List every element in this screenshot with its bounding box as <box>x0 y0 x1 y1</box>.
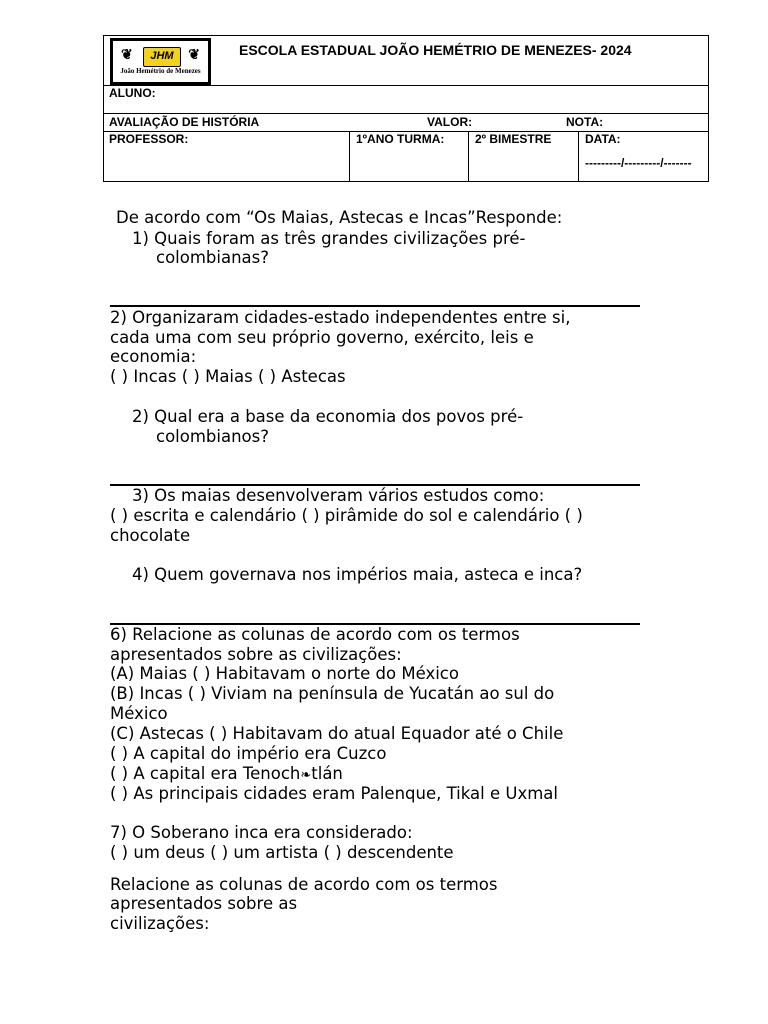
question-4-line-2: ( ) escrita e calendário ( ) pirâmide do sol e calendário ( ) <box>110 506 583 525</box>
data-label: DATA: <box>585 132 621 146</box>
question-8-line-1: Relacione as colunas de acordo com os termos <box>110 875 498 894</box>
question-6-line-8 <box>110 764 343 783</box>
question-4-line-1: 3) Os maias desenvolveram vários estudos como: <box>132 486 545 505</box>
divider <box>468 132 469 182</box>
school-logo <box>110 38 211 85</box>
header-table <box>103 35 709 182</box>
intro-text: De acordo com “Os Maias, Astecas e Incas”Responde: <box>116 208 563 227</box>
data-blank: ---------/---------/------- <box>585 156 692 170</box>
laurel-left-icon: ❦ <box>121 46 133 62</box>
bimestre-label: 2º BIMESTRE <box>475 132 552 146</box>
question-6-line-5: México <box>110 704 168 723</box>
valor-label: VALOR: <box>427 115 473 129</box>
question-6-line-8-tail: tlán <box>311 764 343 783</box>
question-6-line-7: ( ) A capital do império era Cuzco <box>110 744 387 763</box>
question-8-line-3: civilizações: <box>110 914 210 933</box>
question-6-line-2: apresentados sobre as civilizações: <box>110 645 402 664</box>
question-6-line-4: (B) Incas ( ) Viviam na península de Yucatán ao sul do <box>110 684 555 703</box>
logo-name: João Hemétrio de Menezes <box>120 67 201 75</box>
nota-label: NOTA: <box>566 115 604 129</box>
logo-badge: JHM <box>143 47 181 67</box>
question-1-line-2: colombianas? <box>156 248 270 267</box>
question-6-line-9: ( ) As principais cidades eram Palenque, Tikal e Uxmal <box>110 784 558 803</box>
question-2-line-2: cada uma com seu próprio governo, exército, leis e <box>110 328 534 347</box>
school-name: ESCOLA ESTADUAL JOÃO HEMÉTRIO DE MENEZES- 2024 <box>239 42 632 58</box>
laurel-right-icon: ❦ <box>188 46 200 62</box>
question-6-line-1: 6) Relacione as colunas de acordo com os termos <box>110 625 520 644</box>
avaliacao-label: AVALIAÇÃO DE HISTÓRIA <box>109 115 260 129</box>
question-7-line-2: ( ) um deus ( ) um artista ( ) descendente <box>110 843 454 862</box>
aluno-label: ALUNO: <box>109 86 156 100</box>
question-3-line-2: colombianos? <box>156 427 269 446</box>
divider <box>578 132 579 182</box>
question-6-line-8-text: ( ) A capital era Tenoch <box>110 764 301 783</box>
question-8-line-2: apresentados sobre as <box>110 894 298 913</box>
question-6-line-3: (A) Maias ( ) Habitavam o norte do México <box>110 664 459 683</box>
divider <box>349 132 350 182</box>
question-2-line-3: economia: <box>110 347 197 366</box>
question-2-options: ( ) Incas ( ) Maias ( ) Astecas <box>110 367 346 386</box>
header-row-professor <box>104 132 708 182</box>
question-4-line-3: chocolate <box>110 526 191 545</box>
question-5: 4) Quem governava nos impérios maia, asteca e inca? <box>132 565 583 584</box>
question-3-line-1: 2) Qual era a base da economia dos povos pré- <box>132 407 524 426</box>
header-row-avaliacao <box>104 114 708 132</box>
header-row-title <box>104 36 708 86</box>
header-row-aluno <box>104 86 708 114</box>
answer-line <box>110 305 640 307</box>
question-1-line-1: 1) Quais foram as três grandes civilizações pré- <box>132 229 526 248</box>
turma-label: 1ºANO TURMA: <box>356 132 445 146</box>
question-6-line-6: (C) Astecas ( ) Habitavam do atual Equador até o Chile <box>110 724 564 743</box>
question-2-line-1: 2) Organizaram cidades-estado independentes entre si, <box>110 308 571 327</box>
professor-label: PROFESSOR: <box>109 132 189 146</box>
question-7-line-1: 7) O Soberano inca era considerado: <box>110 823 413 842</box>
glyph-artifact-icon: ❧ <box>300 768 312 783</box>
